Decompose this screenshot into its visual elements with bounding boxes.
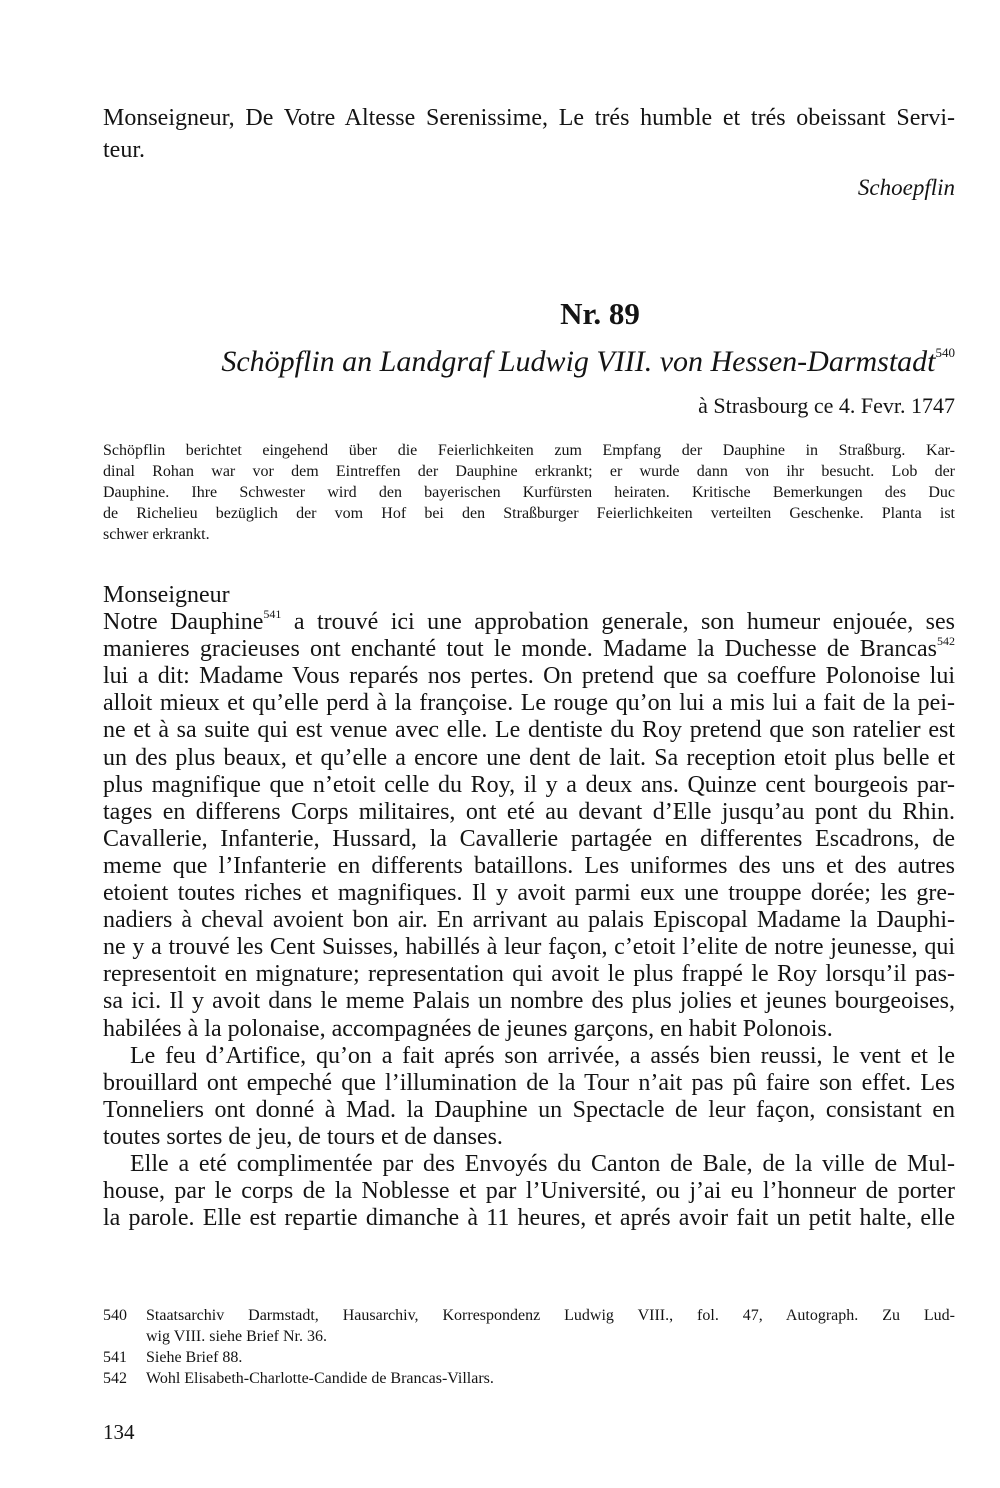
body-line: house, par le corps de la Noblesse et par l’Université, ou j’ai eu l’honneur de porter	[103, 1178, 955, 1205]
footnote-text	[146, 1368, 955, 1389]
letter-title-text: Schöpflin an Landgraf Ludwig VIII. von Hessen-Darmstadt	[221, 345, 936, 378]
letter-summary	[103, 440, 955, 545]
body-line: Tonneliers ont donné à Mad. la Dauphine un Spectacle de leur façon, consistant en	[103, 1096, 955, 1123]
footnote-line: wig VIII. siehe Brief Nr. 36.	[146, 1328, 327, 1345]
footnote-ref: 541	[263, 607, 282, 622]
footnote	[103, 1347, 955, 1368]
footnote-line: Wohl Elisabeth-Charlotte-Candide de Brancas-Villars.	[146, 1370, 494, 1387]
body-line: plus magnifique que n’etoit celle du Roy, il y a deux ans. Quinze cent bourgeois par-	[103, 771, 955, 798]
summary-line: Schöpflin berichtet eingehend über die Feierlichkeiten zum Empfang der Dauphine in Straßburg. Kar-	[103, 442, 955, 459]
body-line: brouillard ont empeché que l’illumination de la Tour n’ait pas pû faire son effet. Les	[103, 1069, 955, 1096]
footnote-line: Siehe Brief 88.	[146, 1349, 243, 1366]
letter-body	[103, 582, 955, 1232]
body-line: Elle a eté complimentée par des Envoyés du Canton de Bale, de la ville de Mul-	[130, 1150, 955, 1177]
signature: Schoepflin	[857, 175, 955, 200]
body-line	[103, 609, 955, 636]
salutation: Monseigneur	[103, 582, 230, 608]
body-text-segment: manieres gracieuses ont enchanté tout le monde. Madame la Duchesse de Brancas	[103, 636, 937, 663]
footnote-text	[146, 1305, 955, 1347]
closing-line: Monseigneur, De Votre Altesse Serenissime, Le trés humble et trés obeissant Servi-	[103, 105, 955, 131]
footnote	[103, 1305, 955, 1347]
footnotes	[103, 1305, 955, 1389]
footnote-ref: 542	[937, 634, 955, 649]
body-line: nadiers à cheval avoient bon air. En arrivant au palais Episcopal Madame la Dauphi-	[103, 907, 955, 934]
body-line: meme que l’Infanterie en differents bataillons. Les uniformes des uns et des autres	[103, 852, 955, 879]
footnote-ref: 540	[935, 345, 955, 360]
footnote-line: Staatsarchiv Darmstadt, Hausarchiv, Korrespondenz Ludwig VIII., fol. 47, Autograph. Zu Lud-	[146, 1307, 955, 1324]
body-line: toutes sortes de jeu, de tours et de danses.	[103, 1123, 503, 1150]
letter-number: Nr. 89	[560, 296, 640, 331]
body-line: sa ici. Il y avoit dans le meme Palais un nombre des plus jolies et jeunes bourgeoises,	[103, 988, 955, 1015]
body-line: lui a dit: Madame Vous reparés nos pertes. On pretend que sa coeffure Polonoise lui	[103, 663, 955, 690]
dateline: à Strasbourg ce 4. Fevr. 1747	[698, 393, 955, 418]
letter-title	[120, 345, 955, 379]
closing-line: teur.	[103, 137, 145, 163]
summary-line: dinal Rohan war vor dem Eintreffen der Dauphine erkrankt; er wurde dann von ihr besucht. Lob der	[103, 463, 955, 480]
body-text-segment: Notre Dauphine	[103, 609, 264, 636]
footnote-number: 540	[103, 1307, 127, 1324]
body-line: Cavallerie, Infanterie, Hussard, la Cavallerie partagée en differentes Escadrons, de	[103, 825, 955, 852]
body-line: alloit mieux et qu’elle perd à la françoise. Le rouge qu’on lui a mis lui a fait de la pei-	[103, 690, 955, 717]
footnote-text	[146, 1347, 955, 1368]
body-line: Le feu d’Artifice, qu’on a fait aprés son arrivée, a assés bien reussi, le vent et le	[130, 1042, 955, 1069]
footnote-number: 542	[103, 1370, 127, 1387]
page-number: 134	[103, 1420, 135, 1444]
body-line: ne et à sa suite qui est venue avec elle. Le dentiste du Roy pretend que son ratelier est	[103, 717, 955, 744]
letter-closing	[103, 102, 955, 166]
body-text-segment: a trouvé ici une approbation generale, son humeur enjouée, ses	[281, 609, 955, 636]
footnote-number: 541	[103, 1349, 127, 1366]
body-line: ne y a trouvé les Cent Suisses, habillés à leur façon, c’etoit l’elite de notre jeunesse, qui	[103, 934, 955, 961]
body-line: habilées à la polonaise, accompagnées de jeunes garçons, en habit Polonois.	[103, 1015, 833, 1042]
body-line: representoit en mignature; representation qui avoit le plus frappé le Roy lorsqu’il pas-	[103, 961, 955, 988]
body-line: la parole. Elle est repartie dimanche à 11 heures, et aprés avoir fait un petit halte, elle	[103, 1205, 955, 1232]
body-line: un des plus beaux, et qu’elle a encore une dent de lait. Sa reception etoit plus belle et	[103, 744, 955, 771]
footnote	[103, 1368, 955, 1389]
body-line	[103, 636, 955, 663]
summary-line: de Richelieu bezüglich der vom Hof bei den Straßburger Feierlichkeiten verteilten Geschenke. Planta ist	[103, 505, 955, 522]
body-line: tages en differens Corps militaires, ont eté au devant d’Elle jusqu’au pont du Rhin.	[103, 798, 955, 825]
summary-line: Dauphine. Ihre Schwester wird den bayerischen Kurfürsten heiraten. Kritische Bemerkungen des Duc	[103, 484, 955, 501]
body-line: etoient toutes riches et magnifiques. Il y avoit parmi eux une trouppe dorée; les gre-	[103, 880, 955, 907]
summary-line: schwer erkrankt.	[103, 526, 210, 543]
